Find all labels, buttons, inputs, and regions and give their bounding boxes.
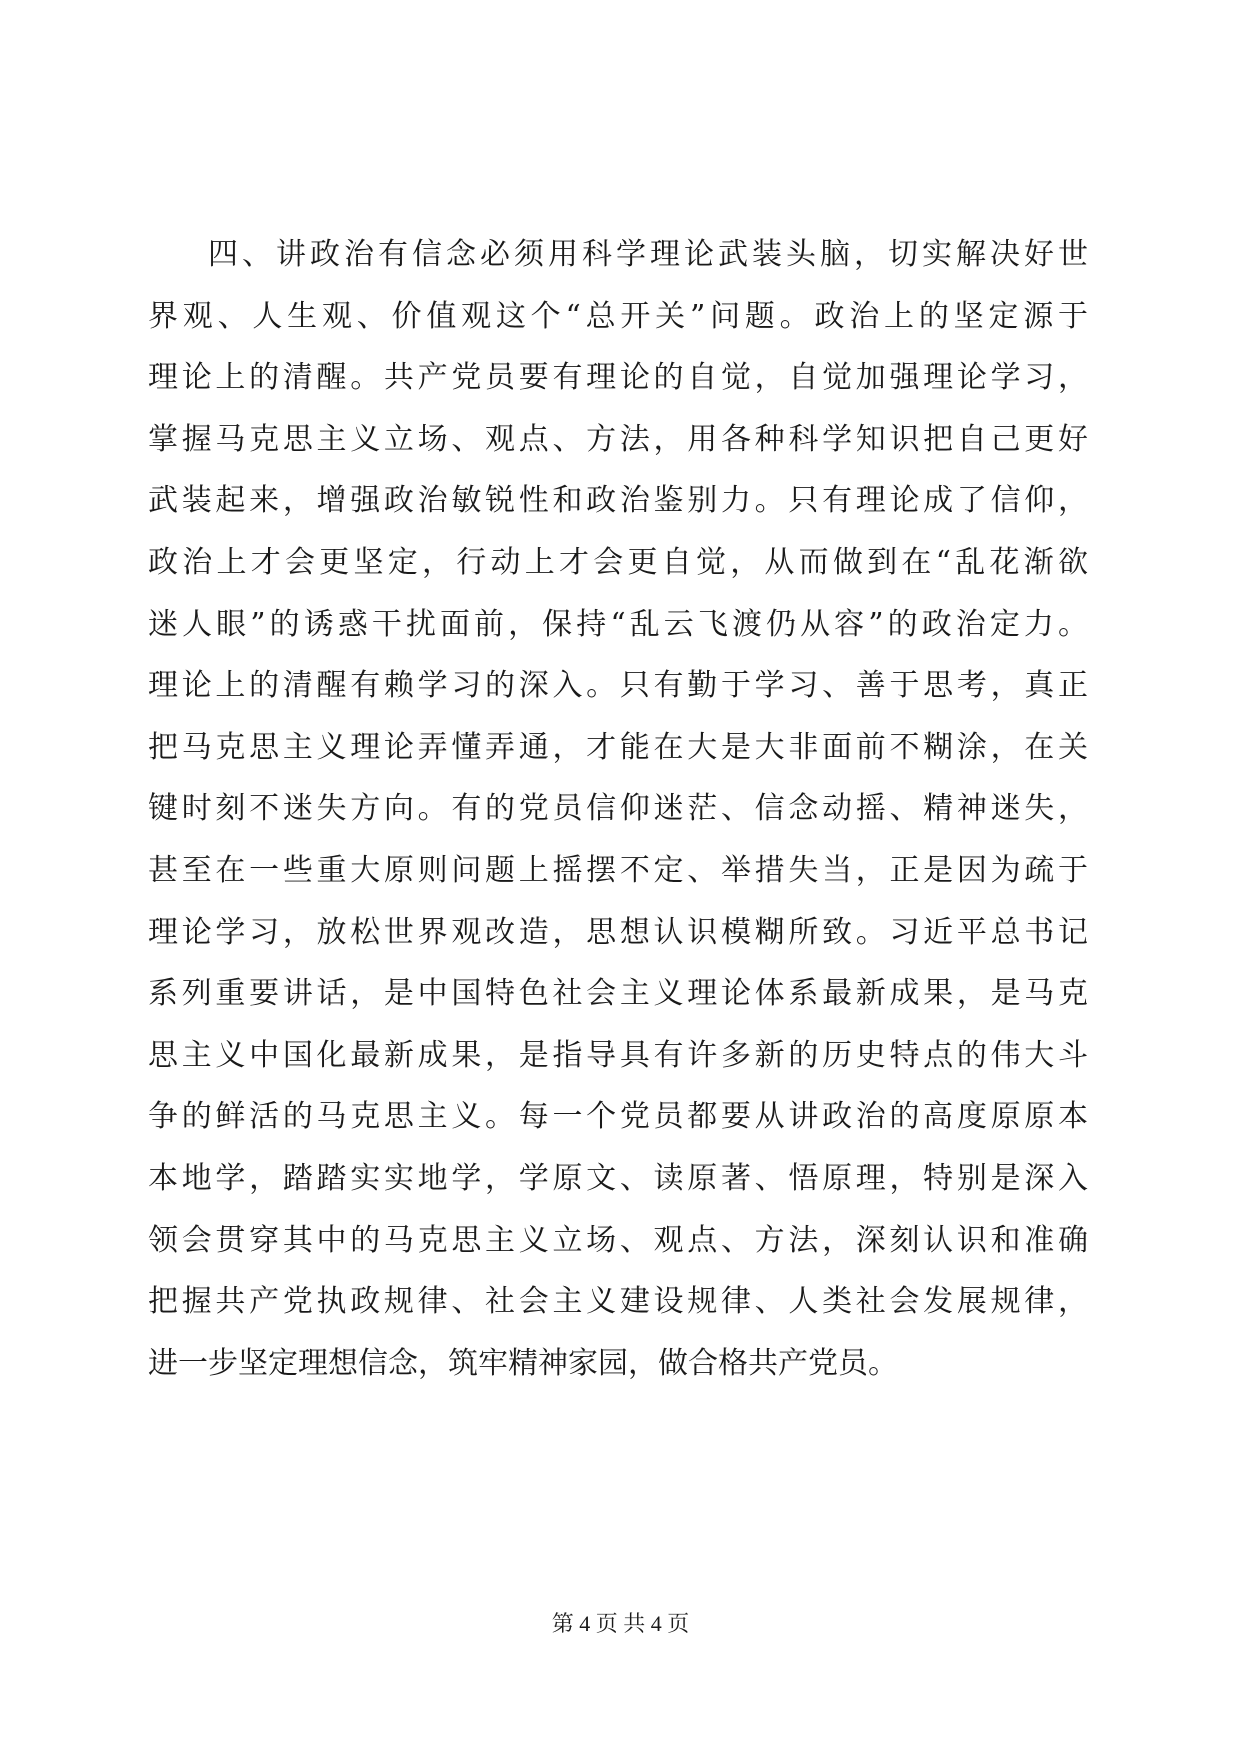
paragraph-line: 思主义中国化最新成果，是指导具有许多新的历史特点的伟大斗: [148, 1037, 1088, 1073]
paragraph-line: 武装起来，增强政治敏锐性和政治鉴别力。只有理论成了信仰，: [148, 483, 1088, 519]
paragraph-line: 争的鲜活的马克思主义。每一个党员都要从讲政治的高度原原本: [148, 1099, 1088, 1135]
paragraph-line: 把握共产党执政规律、社会主义建设规律、人类社会发展规律，: [148, 1284, 1088, 1320]
page-number-footer: 第 4 页 共 4 页: [551, 1611, 690, 1636]
paragraph-line: 政治上才会更坚定，行动上才会更自觉，从而做到在“乱花渐欲: [148, 544, 1088, 580]
paragraph-line: 进一步坚定理想信念，筑牢精神家园，做合格共产党员。: [148, 1345, 898, 1381]
paragraph-line: 四、讲政治有信念必须用科学理论武装头脑，切实解决好世: [208, 237, 1088, 272]
paragraph-line: 界观、人生观、价值观这个“总开关”问题。政治上的坚定源于: [148, 298, 1088, 334]
paragraph-line: 本地学，踏踏实实地学，学原文、读原著、悟原理，特别是深入: [148, 1160, 1088, 1196]
paragraph-line: 甚至在一些重大原则问题上摇摆不定、举措失当，正是因为疏于: [148, 852, 1088, 888]
paragraph-line: 系列重要讲话，是中国特色社会主义理论体系最新成果，是马克: [148, 976, 1088, 1012]
paragraph-line: 理论上的清醒。共产党员要有理论的自觉，自觉加强理论学习，: [148, 360, 1088, 396]
paragraph-line: 理论学习，放松世界观改造，思想认识模糊所致。习近平总书记: [148, 914, 1088, 950]
paragraph-line: 领会贯穿其中的马克思主义立场、观点、方法，深刻认识和准确: [148, 1222, 1088, 1258]
paragraph-line: 把马克思主义理论弄懂弄通，才能在大是大非面前不糊涂，在关: [148, 729, 1088, 765]
body-paragraph: [148, 224, 1088, 1394]
paragraph-line: 掌握马克思主义立场、观点、方法，用各种科学知识把自己更好: [148, 421, 1088, 457]
paragraph-line: 理论上的清醒有赖学习的深入。只有勤于学习、善于思考，真正: [148, 668, 1088, 704]
paragraph-line: 键时刻不迷失方向。有的党员信仰迷茫、信念动摇、精神迷失，: [148, 791, 1088, 827]
paragraph-line: 迷人眼”的诱惑干扰面前，保持“乱云飞渡仍从容”的政治定力。: [148, 606, 1088, 642]
